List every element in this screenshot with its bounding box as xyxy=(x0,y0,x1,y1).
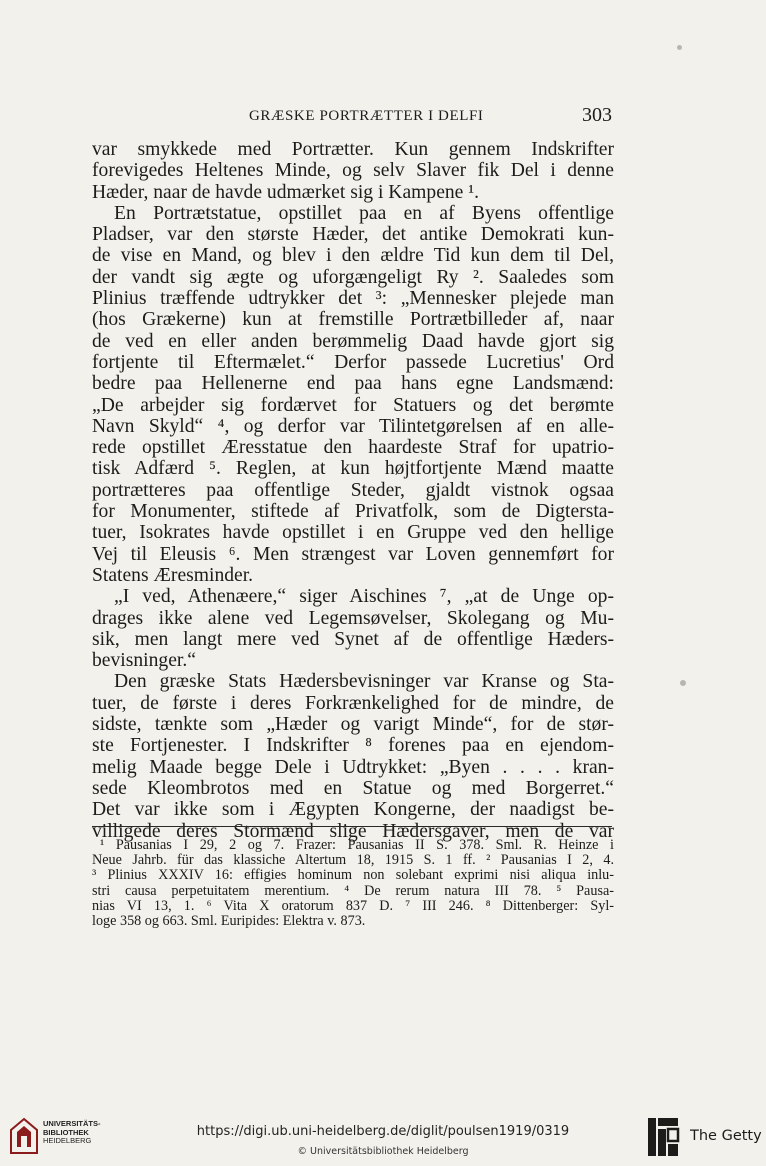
text-line: de vise en Mand, og blev i den ældre Tid kun dem til Del, xyxy=(92,245,614,267)
footnote-line: stri causa perpetuitatem merentium. ⁴ De rerum natura III 78. ⁵ Pausa- xyxy=(92,882,614,899)
text-line: „De arbejder sig fordærvet for Statuers og det berømte xyxy=(92,394,614,416)
footnote-divider xyxy=(92,826,612,827)
text-line: (hos Grækerne) kun at fremstille Portrætbilleder af, naar xyxy=(92,309,614,331)
running-head xyxy=(92,104,612,130)
text-line: tisk Adfærd ⁵. Reglen, at kun højtfortjente Mænd maatte xyxy=(92,458,614,480)
running-title: GRÆSKE PORTRÆTTER I DELFI xyxy=(249,108,484,124)
text-line: Vej til Eleusis ⁶. Men strængest var Loven gennemført for xyxy=(92,543,614,565)
text-line: forevigedes Heltenes Minde, og selv Slaver fik Del i denne xyxy=(92,160,614,182)
text-line: sidste, tænkte som „Hæder og varigt Minde“, for de stør- xyxy=(92,714,614,736)
footnotes xyxy=(92,838,614,929)
text-line: En Portrætstatue, opstillet paa en af Byens offentlige xyxy=(114,202,614,224)
university-library-name: UNIVERSITÄTS- BIBLIOTHEK HEIDELBERG xyxy=(43,1119,101,1146)
text-line: tuer, de første i deres Forkrænkelighed for de mindre, de xyxy=(92,692,614,714)
footnote-line: Neue Jahrb. für das klassiche Altertum 18, 1915 S. 1 ff. ² Pausanias I 2, 4. xyxy=(92,852,614,869)
viewer-footer xyxy=(0,1108,766,1166)
scan-speck xyxy=(680,680,686,686)
page-number: 303 xyxy=(582,104,612,126)
text-line: Navn Skyld“ ⁴, og derfor var Tilintetgørelsen af en alle- xyxy=(92,415,614,437)
text-line: der vandt sig ægte og uforgængeligt Ry ². Saaledes som xyxy=(92,266,614,288)
source-url-link[interactable]: https://digi.ub.uni-heidelberg.de/diglit/poulsen1919/0319 xyxy=(196,1124,570,1139)
text-line: ste Fortjenester. I Indskrifter ⁸ forenes paa en ejendom- xyxy=(92,735,614,757)
text-line: bevisninger.“ xyxy=(92,650,196,672)
copyright-notice: © Universitätsbibliothek Heidelberg xyxy=(297,1146,469,1157)
text-line: fortjente til Eftermælet.“ Derfor passede Lucretius' Ord xyxy=(92,351,614,373)
body-text xyxy=(92,139,614,842)
text-line: Hæder, naar de havde udmærket sig i Kampene ¹. xyxy=(92,181,480,203)
text-line: Statens Æresminder. xyxy=(92,564,254,586)
text-line: for Monumenter, stiftede af Privatfolk, som de Digtersta- xyxy=(92,501,614,523)
getty-logo xyxy=(646,1116,680,1158)
text-line: Plinius træffende udtrykker det ³: „Mennesker plejede man xyxy=(92,288,614,310)
text-line: drages ikke alene ved Legemsøvelser, Skolegang og Mu- xyxy=(92,607,614,629)
text-line: tuer, Isokrates havde opstillet i en Gruppe ved den hellige xyxy=(92,522,614,544)
footnote-line: ³ Plinius XXXIV 16: effigies hominum non solebant exprimi nisi aliqua inlu- xyxy=(92,867,614,884)
text-line: de ved en eller anden berømmelig Daad havde gjort sig xyxy=(92,330,614,352)
text-line: melig Maade begge Dele i Udtrykket: „Byen . . . . kran- xyxy=(92,756,614,778)
getty-sponsor-name: The Getty xyxy=(690,1128,762,1144)
footnote-line: nias VI 13, 1. ⁶ Vita X oratorum 837 D. ⁷ III 246. ⁸ Dittenberger: Syl- xyxy=(92,897,614,914)
text-line: „I ved, Athenæere,“ siger Aischines ⁷, „at de Unge op- xyxy=(114,586,614,608)
text-line: var smykkede med Portrætter. Kun gennem Indskrifter xyxy=(92,139,614,160)
text-line: Det var ikke som i Ægypten Kongerne, der naadigst be- xyxy=(92,799,614,821)
text-line: sik, men langt mere ved Synet af de offentlige Hæders- xyxy=(92,628,614,650)
text-line: Pladser, var den største Hæder, det antike Demokrati kun- xyxy=(92,224,614,246)
footnote-line: loge 358 og 663. Sml. Euripides: Elektra v. 873. xyxy=(92,912,366,929)
text-line: portrætteres paa offentlige Steder, gjaldt vistnok ogsaa xyxy=(92,479,614,501)
text-line: Den græske Stats Hædersbevisninger var Kranse og Sta- xyxy=(114,671,614,693)
footnote-line: ¹ Pausanias I 29, 2 og 7. Frazer: Pausanias II S. 378. Sml. R. Heinze i xyxy=(100,837,614,853)
text-line: rede opstillet Æresstatue den haardeste Straf for upatrio- xyxy=(92,437,614,459)
text-line: villigede deres Stormænd slige Hædersgaver, men de var xyxy=(92,820,614,842)
scan-speck xyxy=(677,45,682,50)
text-line: sede Kleombrotos med en Statue og med Borgerret.“ xyxy=(92,777,614,799)
text-line: bedre paa Hellenerne end paa hans egne Landsmænd: xyxy=(92,373,614,395)
